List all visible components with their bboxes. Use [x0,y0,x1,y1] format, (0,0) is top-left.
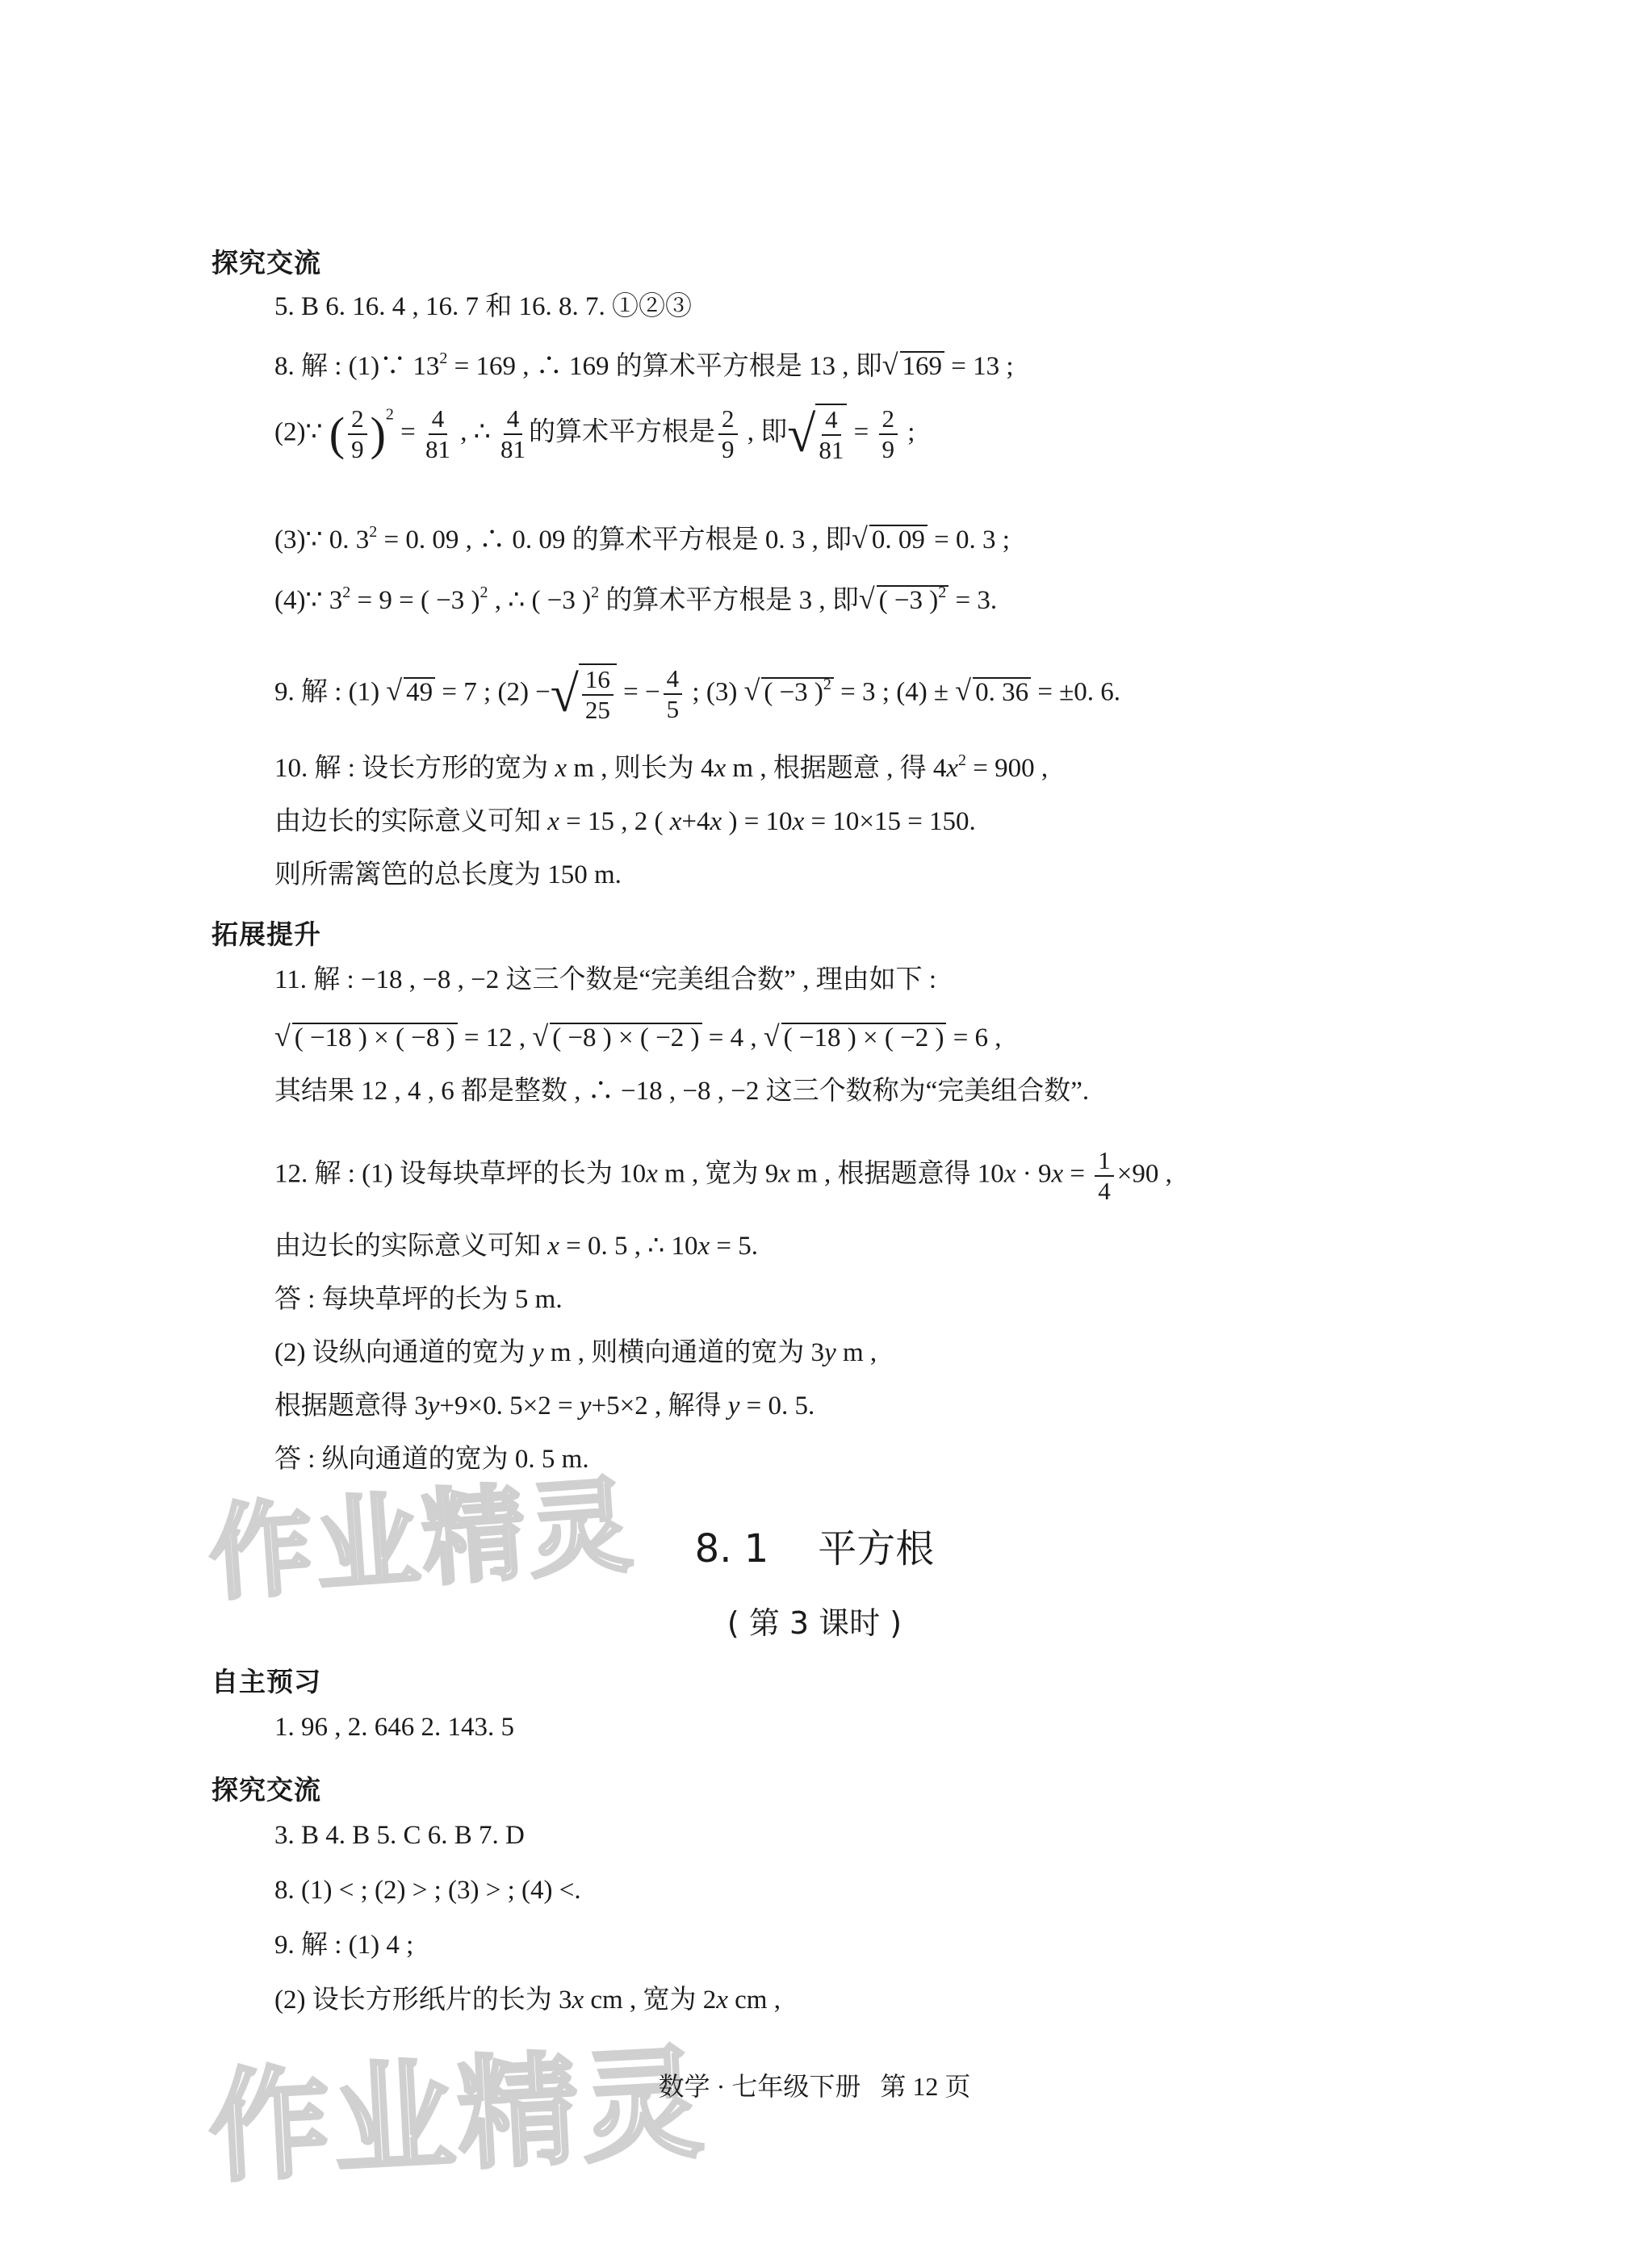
answer-3-7: 3. B 4. B 5. C 6. B 7. D [274,1821,525,1850]
answer-8-part1: 8. 解 : (1)∵ $13^2 = 169$ , ∴ 169 的算术平方根是 13 , 即√ 169 = 13 ; [274,349,1014,381]
watermark-bottom: 作业精灵 [205,2032,710,2199]
section-heading-explore-2: 探究交流 [211,1774,321,1806]
answer-10-line1: 10. 解 : 设长方形的宽为 x m , 则长为 4x m , 根据题意 , 得 $4x^2 = 900$ , [274,751,1049,783]
answer-9: 9. 解 : (1) √ 49 = 7 ; (2) − √ $\frac{16}{25}$ = − $\frac{4}{5}$ ; (3) √ ( −3 )$^2$ = 3 ; (4) ± √ 0. 36 = ±0. 6. [274,664,1121,724]
page-title: 8. 1 平方根 [694,1526,935,1571]
answer-10-line2: 由边长的实际意义可知 x = 15 , 2 ( x+4x ) = 10x = 10×15 = 150. [274,807,976,836]
answer-8-part3: (3)∵ 0. $3^2 = 0$. 09 , ∴ 0. 09 的算术平方根是 0. 3 , 即√ 0. 09 = 0. 3 ; [274,522,1010,554]
watermark-top: 作业精灵 [205,1465,639,1616]
answer-12-line4: (2) 设纵向通道的宽为 y m , 则横向通道的宽为 3y m , [274,1338,877,1367]
answer-9-line2: (2) 设长方形纸片的长为 3x cm , 宽为 2x cm , [274,1986,781,2015]
section-heading-extend: 拓展提升 [211,918,321,950]
answer-8-part4: (4)∵ $3^2 = 9$ = ( −3 )$^2$ , ∴ ( −3 )$^2$ 的算术平方根是 3 , 即√ ( −3 )$^2$ = 3. [274,583,998,615]
answer-11-line2: √ ( −18 ) × ( −8 ) = 12 , √ ( −8 ) × ( −2 ) = 4 , √ ( −18 ) × ( −2 ) = 6 , [274,1020,1002,1052]
answer-12-line5: 根据题意得 3y+9×0. 5×2 = y+5×2 , 解得 y = 0. 5. [274,1391,815,1421]
answer-12-line3: 答 : 每块草坪的长为 5 m. [274,1285,563,1314]
answer-5-7: 5. B 6. 16. 4 , 16. 7 和 16. 8. 7. ①②③ [274,292,693,321]
answer-11-line1: 11. 解 : −18 , −8 , −2 这三个数是“完美组合数” , 理由如下 : [274,965,936,994]
answer-9-line1: 9. 解 : (1) 4 ; [274,1931,414,1960]
section-heading-explore: 探究交流 [211,247,321,278]
answer-10-line3: 则所需篱笆的总长度为 150 m. [274,860,622,889]
answer-1-2: 1. 96 , 2. 646 2. 143. 5 [274,1713,514,1742]
answer-12-line2: 由边长的实际意义可知 x = 0. 5 , ∴ 10x = 5. [274,1232,759,1261]
answer-8: 8. (1) < ; (2) > ; (3) > ; (4) <. [274,1876,581,1905]
answer-12-line1: 12. 解 : (1) 设每块草坪的长为 10x m , 宽为 9x m , 根据题意得 10x · 9x = $\frac{1}{4}$ ×90 , [274,1146,1172,1205]
answer-11-line3: 其结果 12 , 4 , 6 都是整数 , ∴ −18 , −8 , −2 这三个数称为“完美组合数”. [274,1077,1090,1106]
answer-8-part2: (2)∵ ( $\frac{2}{9}$ )$^2$ = $\frac{4}{81}$ , ∴ $\frac{4}{81}$ 的算术平方根是 $\frac{2}{9}$ , 即 √ $\frac{4}{81}$ = $\frac{2}{9}$ ; [274,404,915,464]
page-footer: 数学 · 七年级下册 第 12 页 [658,2072,971,2101]
answer-12-line6: 答 : 纵向通道的宽为 0. 5 m. [274,1445,589,1474]
lesson-subtitle: ( 第 3 课时 ) [727,1605,902,1641]
section-heading-preview: 自主预习 [211,1666,321,1697]
